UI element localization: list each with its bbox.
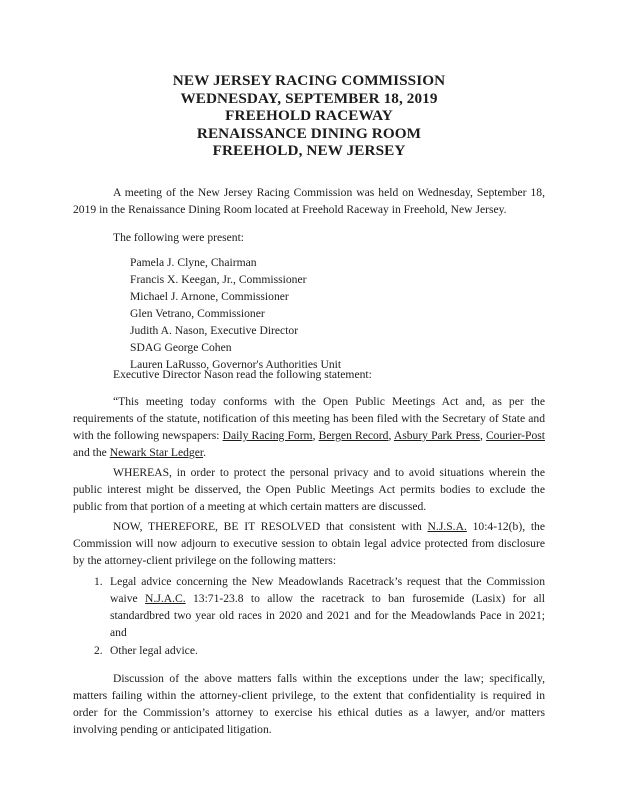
attendee: SDAG George Cohen	[130, 341, 232, 354]
matter-number: 2.	[94, 644, 103, 657]
newspaper-name: Bergen Record	[318, 429, 389, 442]
discussion-paragraph: Discussion of the above matters falls within the exceptions under the law; specifically, matters failing within the attorney-client privilege, to the extent that confidentiality is required in order for the Commission’s attorney to exercise his ethical duties as a lawyer, and/or matters involving pending or anticipated litigation.	[73, 672, 545, 736]
attendee: Francis X. Keegan, Jr., Commissioner	[130, 273, 307, 286]
matter-item: 1. Legal advice concerning the New Meadowlands Racetrack’s request that the Commission waive N.J.A.C. 13:71-23.8 to allow the racetrack to ban furosemide (Lasix) for all standardbred two year old races in 2020 and 2021 and for the Meadowlands Pace in 2021; and	[94, 575, 545, 639]
newspaper-name: Courier-Post	[485, 429, 545, 442]
attendee: Judith A. Nason, Executive Director	[130, 324, 299, 337]
statute-reference: N.J.S.A.	[427, 520, 467, 533]
newspaper-name: Newark Star Ledger	[109, 446, 204, 459]
statement-intro: Executive Director Nason read the following statement:	[113, 368, 372, 381]
newspaper-name: Daily Racing Form	[222, 429, 313, 442]
resolved-paragraph: NOW, THEREFORE, BE IT RESOLVED that consistent with N.J.S.A. 10:4-12(b), the Commission will now adjourn to executive session to obtain legal advice protected from disclosure by the attorney-client privilege on the following matters:	[73, 520, 545, 567]
newspaper-name: Asbury Park Press	[393, 429, 480, 442]
document-heading	[0, 72, 618, 160]
statement-paragraph: “This meeting today conforms with the Open Public Meetings Act and, as per the requirements of the statute, notification of this meeting has been filed with the Secretary of State and with the following newspapers: Daily Racing Form, Bergen Record, Asbury Park Press, Courier-Post and the Newark Star Ledger.	[73, 395, 545, 459]
statement-text: “This meeting today conforms with the Open Public Meetings Act and, as per the requirements of the statute, notification of this meeting has been filed with the Secretary of State and with the following newspapers:	[73, 395, 545, 442]
present-intro: The following were present:	[113, 231, 245, 244]
intro-paragraph: A meeting of the New Jersey Racing Commission was held on Wednesday, September 18, 2019 in the Renaissance Dining Room located at Freehold Raceway in Freehold, New Jersey.	[73, 186, 545, 216]
attendee: Lauren LaRusso, Governor's Authorities Unit	[130, 358, 342, 371]
whereas-paragraph: WHEREAS, in order to protect the personal privacy and to avoid situations wherein the public interest might be disserved, the Open Public Meetings Act permits bodies to exclude the public from that portion of a meeting at which certain matters are discussed.	[73, 466, 545, 513]
heading-line-room: RENAISSANCE DINING ROOM	[196, 124, 422, 142]
heading-line-location: FREEHOLD, NEW JERSEY	[212, 142, 406, 159]
attendee: Michael J. Arnone, Commissioner	[130, 290, 289, 303]
regulation-reference: N.J.A.C.	[145, 592, 186, 605]
heading-line-commission: NEW JERSEY RACING COMMISSION	[172, 72, 446, 89]
matter-number: 1.	[94, 575, 103, 588]
matter-item: 2. Other legal advice.	[94, 644, 198, 657]
heading-line-date: WEDNESDAY, SEPTEMBER 18, 2019	[180, 89, 438, 107]
attendee-list	[130, 254, 341, 373]
attendee: Glen Vetrano, Commissioner	[130, 307, 265, 320]
attendee: Pamela J. Clyne, Chairman	[130, 256, 257, 269]
heading-line-venue: FREEHOLD RACEWAY	[225, 107, 393, 124]
